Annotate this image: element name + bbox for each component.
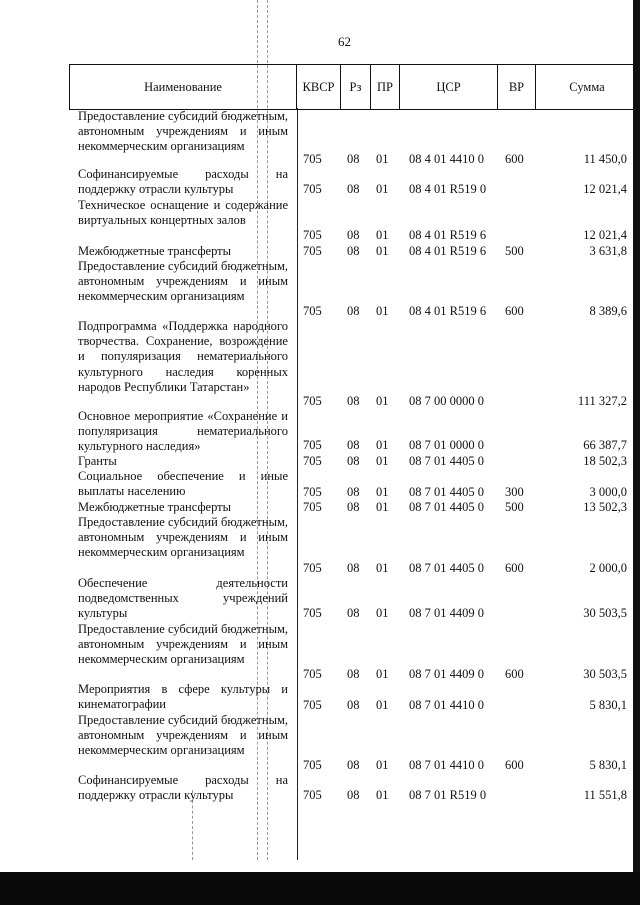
- row-csr: 08 4 01 R519 6: [409, 228, 487, 242]
- row-name: Мероприятия в сфере культуры и кинематографии: [78, 682, 288, 712]
- row-csr: 08 4 01 R519 6: [409, 304, 487, 318]
- row-rz: 08: [347, 394, 360, 408]
- row-sum: 13 502,3: [583, 500, 627, 514]
- row-name: Межбюджетные трансферты: [78, 500, 232, 514]
- row-pr: 01: [376, 394, 389, 408]
- row-kvsr: 705: [303, 667, 322, 681]
- row-name: Предоставление субсидий бюджетным, автономным учреждениям и иным некоммерческим организациям: [78, 109, 288, 154]
- row-kvsr: 705: [303, 438, 322, 452]
- row-vr: 600: [505, 667, 524, 681]
- table-header: [69, 64, 638, 110]
- row-name: Предоставление субсидий бюджетным, автономным учреждениям и иным некоммерческим организациям: [78, 515, 288, 560]
- row-vr: 600: [505, 561, 524, 575]
- row-rz: 08: [347, 244, 360, 258]
- row-csr: 08 4 01 R519 0: [409, 182, 487, 196]
- row-pr: 01: [376, 182, 389, 196]
- row-csr: 08 7 01 4410 0: [409, 758, 484, 772]
- row-name: Техническое оснащение и содержание виртуальных концертных залов: [78, 198, 288, 228]
- row-pr: 01: [376, 561, 389, 575]
- row-csr: 08 7 01 4410 0: [409, 698, 484, 712]
- row-kvsr: 705: [303, 394, 322, 408]
- row-pr: 01: [376, 758, 389, 772]
- row-rz: 08: [347, 182, 360, 196]
- row-name: Предоставление субсидий бюджетным, автономным учреждениям и иным некоммерческим организациям: [78, 259, 288, 304]
- row-sum: 2 000,0: [589, 561, 627, 575]
- row-sum: 12 021,4: [583, 228, 627, 242]
- row-kvsr: 705: [303, 606, 322, 620]
- header-rz: Рз: [341, 65, 371, 109]
- row-kvsr: 705: [303, 304, 322, 318]
- row-vr: 600: [505, 304, 524, 318]
- scan-bottom-edge: [0, 872, 640, 905]
- row-pr: 01: [376, 152, 389, 166]
- row-sum: 8 389,6: [589, 304, 627, 318]
- row-rz: 08: [347, 788, 360, 802]
- row-csr: 08 7 01 4409 0: [409, 606, 484, 620]
- row-pr: 01: [376, 667, 389, 681]
- row-csr: 08 7 01 0000 0: [409, 438, 484, 452]
- row-csr: 08 4 01 R519 6: [409, 244, 487, 258]
- row-pr: 01: [376, 244, 389, 258]
- row-sum: 11 450,0: [583, 152, 627, 166]
- column-divider: [297, 108, 298, 860]
- row-rz: 08: [347, 500, 360, 514]
- row-kvsr: 705: [303, 152, 322, 166]
- row-rz: 08: [347, 152, 360, 166]
- row-kvsr: 705: [303, 454, 322, 468]
- row-kvsr: 705: [303, 244, 322, 258]
- row-name: Предоставление субсидий бюджетным, автономным учреждениям и иным некоммерческим организациям: [78, 713, 288, 758]
- row-name: Межбюджетные трансферты: [78, 244, 232, 258]
- row-kvsr: 705: [303, 182, 322, 196]
- row-rz: 08: [347, 438, 360, 452]
- row-name: Подпрограмма «Поддержка народного творчества. Сохранение, возрождение и популяризация нематериального культурного наследия коренных народов Республики Татарстан»: [78, 319, 288, 394]
- row-name: Предоставление субсидий бюджетным, автономным учреждениям и иным некоммерческим организациям: [78, 622, 288, 667]
- row-name: Гранты: [78, 454, 117, 468]
- row-pr: 01: [376, 304, 389, 318]
- row-kvsr: 705: [303, 698, 322, 712]
- row-rz: 08: [347, 606, 360, 620]
- row-name: Софинансируемые расходы на поддержку отрасли культуры: [78, 167, 288, 197]
- row-sum: 66 387,7: [583, 438, 627, 452]
- row-name: Софинансируемые расходы на поддержку отрасли культуры: [78, 773, 288, 803]
- row-sum: 111 327,2: [577, 394, 627, 408]
- row-csr: 08 7 01 R519 0: [409, 788, 487, 802]
- row-kvsr: 705: [303, 500, 322, 514]
- row-sum: 5 830,1: [589, 758, 627, 772]
- page-number: 62: [338, 34, 351, 49]
- row-name: Основное мероприятие «Сохранение и популяризация нематериального культурного наследия»: [78, 409, 288, 454]
- scan-edge: [633, 0, 640, 905]
- row-rz: 08: [347, 758, 360, 772]
- row-rz: 08: [347, 698, 360, 712]
- header-csr: ЦСР: [400, 65, 498, 109]
- row-pr: 01: [376, 698, 389, 712]
- row-sum: 30 503,5: [583, 606, 627, 620]
- row-kvsr: 705: [303, 788, 322, 802]
- row-sum: 30 503,5: [583, 667, 627, 681]
- row-sum: 5 830,1: [589, 698, 627, 712]
- row-sum: 18 502,3: [583, 454, 627, 468]
- row-kvsr: 705: [303, 561, 322, 575]
- row-rz: 08: [347, 228, 360, 242]
- header-pr: ПР: [371, 65, 400, 109]
- row-sum: 12 021,4: [583, 182, 627, 196]
- row-sum: 3 631,8: [589, 244, 627, 258]
- row-csr: 08 7 01 4405 0: [409, 561, 484, 575]
- row-vr: 600: [505, 758, 524, 772]
- header-kvsr: КВСР: [297, 65, 341, 109]
- row-pr: 01: [376, 606, 389, 620]
- row-name: Социальное обеспечение и иные выплаты населению: [78, 469, 288, 499]
- header-name: Наименование: [70, 65, 297, 109]
- row-csr: 08 7 01 4405 0: [409, 500, 484, 514]
- row-csr: 08 4 01 4410 0: [409, 152, 484, 166]
- row-vr: 600: [505, 152, 524, 166]
- row-pr: 01: [376, 485, 389, 499]
- row-sum: 3 000,0: [589, 485, 627, 499]
- row-csr: 08 7 01 4405 0: [409, 454, 484, 468]
- row-kvsr: 705: [303, 758, 322, 772]
- row-rz: 08: [347, 485, 360, 499]
- row-csr: 08 7 01 4405 0: [409, 485, 484, 499]
- row-pr: 01: [376, 500, 389, 514]
- row-kvsr: 705: [303, 228, 322, 242]
- row-rz: 08: [347, 561, 360, 575]
- row-vr: 500: [505, 500, 524, 514]
- row-pr: 01: [376, 454, 389, 468]
- row-pr: 01: [376, 788, 389, 802]
- row-rz: 08: [347, 304, 360, 318]
- row-rz: 08: [347, 667, 360, 681]
- row-pr: 01: [376, 228, 389, 242]
- row-vr: 500: [505, 244, 524, 258]
- row-name: Обеспечение деятельности подведомственных учреждений культуры: [78, 576, 288, 621]
- header-sum: Сумма: [569, 79, 605, 94]
- row-rz: 08: [347, 454, 360, 468]
- row-pr: 01: [376, 438, 389, 452]
- row-csr: 08 7 01 4409 0: [409, 667, 484, 681]
- row-kvsr: 705: [303, 485, 322, 499]
- header-vr: ВР: [498, 65, 536, 109]
- row-vr: 300: [505, 485, 524, 499]
- row-csr: 08 7 00 0000 0: [409, 394, 484, 408]
- row-sum: 11 551,8: [583, 788, 627, 802]
